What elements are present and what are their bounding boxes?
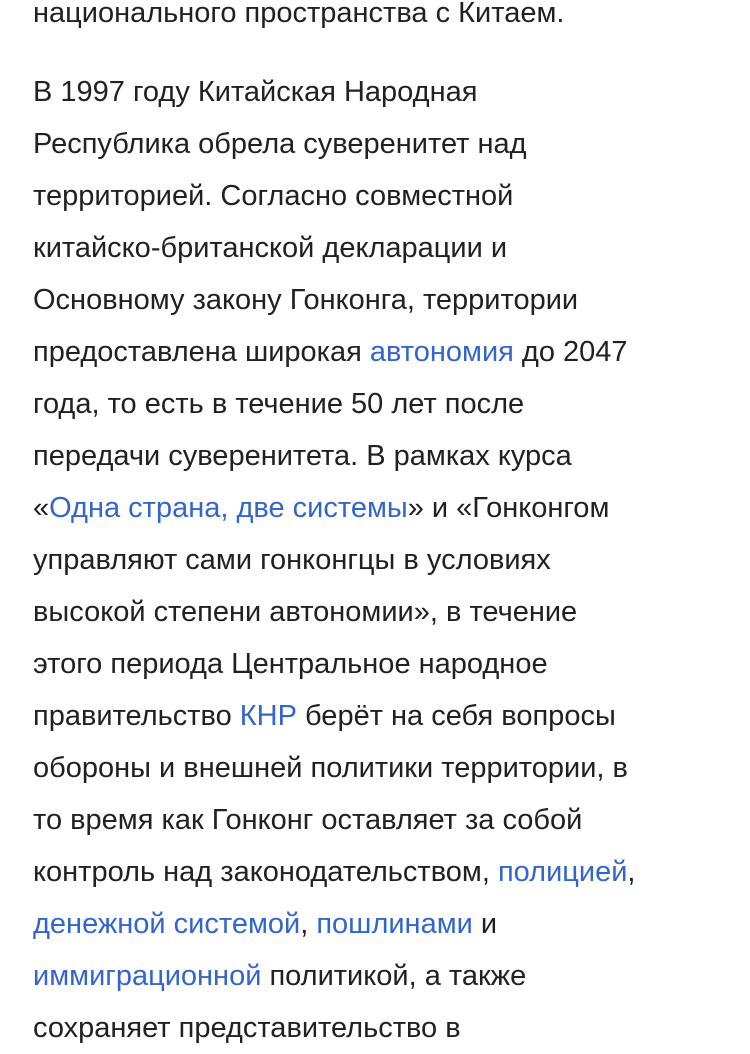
link-immigration[interactable]: иммиграционной [33, 960, 262, 992]
link-prc[interactable]: КНР [239, 700, 297, 732]
text-fragment: , [300, 908, 317, 940]
paragraph-2-line: Республика обрела суверенитет над [33, 128, 527, 160]
text-fragment: и [472, 908, 498, 940]
link-duties[interactable]: пошлинами [316, 908, 473, 940]
text-fragment: , [627, 856, 636, 888]
text-fragment: предоставлена широкая [33, 336, 370, 368]
paragraph-2-line: обороны и внешней политики территории, в [33, 752, 628, 784]
link-autonomy[interactable]: автономия [369, 336, 514, 368]
paragraph-2-line: сохраняет представительство в [33, 1012, 461, 1044]
paragraph-2-line: года, то есть в течение 50 лет после [33, 388, 525, 420]
paragraph-2-line: высокой степени автономии», в течение [33, 596, 578, 628]
paragraph-2-line: В 1997 году Китайская Народная [33, 76, 478, 108]
paragraph-2-line: территорией. Согласно совместной [33, 180, 514, 212]
paragraph-2-line [33, 690, 723, 742]
text-fragment: политикой, а также [261, 960, 527, 992]
text-fragment: до 2047 [513, 336, 628, 368]
text-fragment: контроль над законодательством, [33, 856, 498, 888]
paragraph-2-line [33, 846, 723, 898]
paragraph-2-line: китайско-британской декларации и [33, 232, 508, 264]
paragraph-2-line: передачи суверенитета. В рамках курса [33, 440, 572, 472]
link-police[interactable]: полицией [497, 856, 628, 888]
link-monetary-system[interactable]: денежной системой [33, 908, 301, 940]
paragraph-2-line: Основному закону Гонконга, территории [33, 284, 579, 316]
link-one-country-two-systems[interactable]: Одна страна, две системы [49, 492, 408, 524]
paragraph-2-line: этого периода Центральное народное [33, 648, 548, 680]
text-fragment: » и «Гонконгом [407, 492, 610, 524]
text-fragment: берёт на себя вопросы [296, 700, 616, 732]
paragraph-1-line: национального пространства с Китаем. [33, 0, 565, 29]
paragraph-2-line [33, 326, 723, 378]
paragraph-2-line [33, 950, 723, 1002]
text-fragment: « [33, 492, 50, 524]
paragraph-2 [33, 66, 723, 1054]
paragraph-2-line [33, 482, 723, 534]
paragraph-1 [33, 0, 723, 39]
paragraph-2-line [33, 898, 723, 950]
paragraph-2-line: то время как Гонконг оставляет за собой [33, 804, 583, 836]
article-body [33, 0, 723, 1054]
text-fragment: правительство [33, 700, 240, 732]
paragraph-2-line: управляют сами гонконгцы в условиях [33, 544, 551, 576]
